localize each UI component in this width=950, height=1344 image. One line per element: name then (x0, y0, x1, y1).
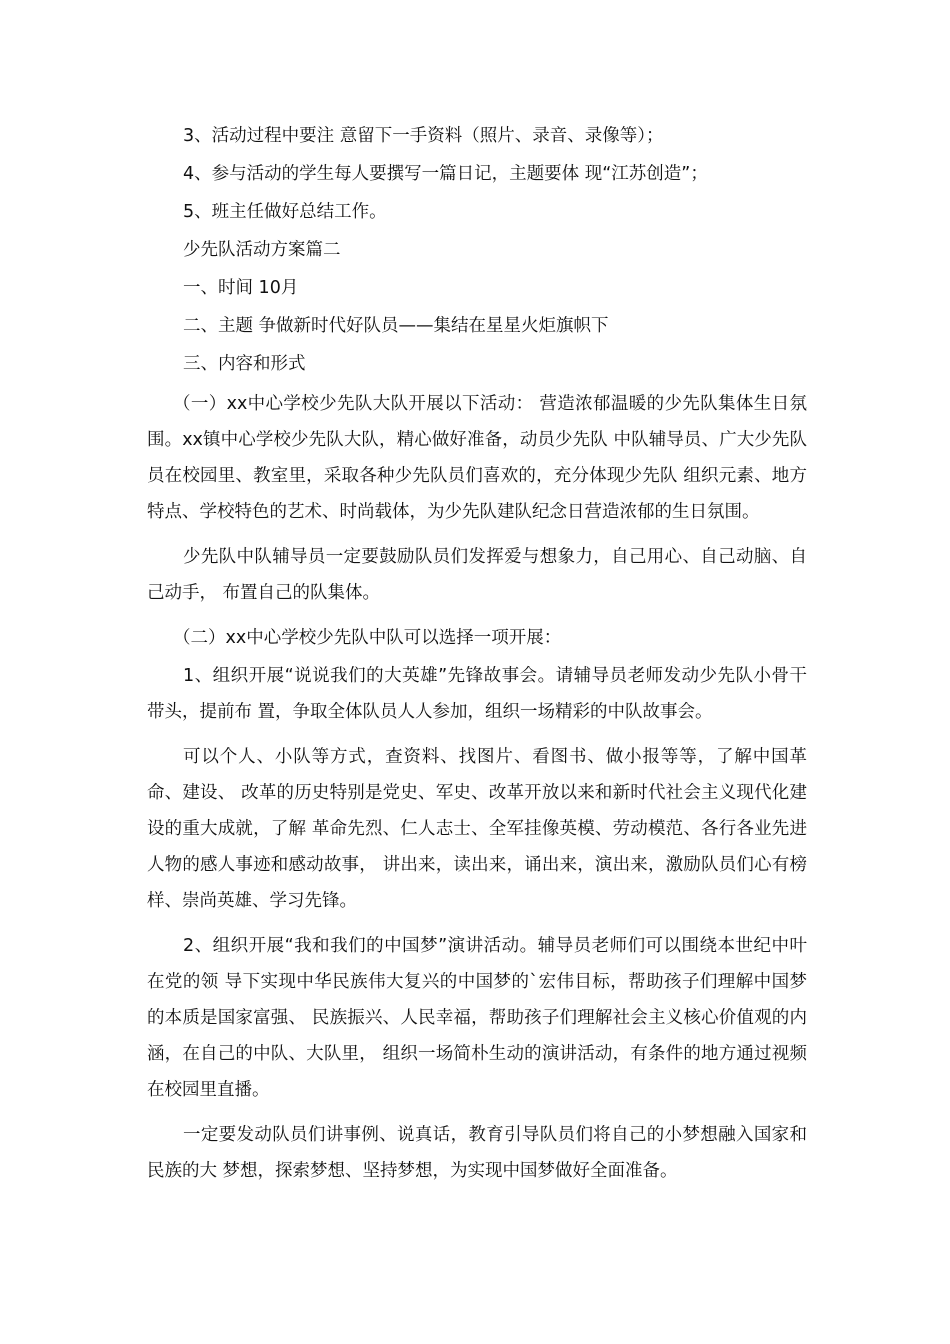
paragraph-item-3: 3、活动过程中要注 意留下一手资料（照片、录音、录像等）； (183, 126, 664, 146)
paragraph-encourage: 一定要发动队员们讲事例、说真话，教育引导队员们将自己的小梦想融入国家和民族的大 梦想，探索梦想、坚持梦想，为实现中国梦做好全面准备。 (147, 1125, 807, 1181)
paragraph-item-5: 5、班主任做好总结工作。 (183, 202, 387, 222)
paragraph-hero-story: 1、组织开展“说说我们的大英雄”先锋故事会。请辅导员老师发动少先队小骨干带头，提前布 置，争取全体队员人人参加，组织一场精彩的中队故事会。 (147, 666, 807, 722)
paragraph-part-two: （二）xx中心学校少先队中队可以选择一项开展： (173, 628, 562, 648)
document-body (147, 120, 807, 1198)
paragraph-item-4: 4、参与活动的学生每人要撰写一篇日记，主题要体 现“江苏创造”； (183, 164, 708, 184)
paragraph-part-one: （一）xx中心学校少先队大队开展以下活动： 营造浓郁温暖的少先队集体生日氛围。xx镇中心学校少先队大队，精心做好准备，动员少先队 中队辅导员、广大少先队员在校园里、教室里，采取各种少先队员们喜欢的，充分体现少先队 组织元素、地方特点、学校特色的艺术、时尚载体，为少先队建队纪念日营造浓郁的生日氛围。 (147, 394, 807, 522)
section-content-form: 三、内容和形式 (183, 354, 306, 374)
paragraph-research: 可以个人、小队等方式，查资料、找图片、看图书、做小报等等，了解中国革命、建设、 改革的历史特别是党史、军史、改革开放以来和新时代社会主义现代化建设的重大成就，了解 革命先烈、仁人志士、全军挂像英模、劳动模范、各行各业先进人物的感人事迹和感动故事， 讲出来，读出来，诵出来，演出来，激励队员们心有榜样、崇尚英雄、学习先锋。 (147, 747, 807, 911)
paragraph-china-dream: 2、组织开展“我和我们的中国梦”演讲活动。辅导员老师们可以围绕本世纪中叶在党的领 导下实现中华民族伟大复兴的中国梦的`宏伟目标，帮助孩子们理解中国梦的本质是国家富强、 民族振兴、人民幸福，帮助孩子们理解社会主义核心价值观的内涵，在自己的中队、大队里， 组织一场简朴生动的演讲活动，有条件的地方通过视频在校园里直播。 (147, 936, 807, 1100)
section-title: 少先队活动方案篇二 (183, 240, 341, 260)
section-time: 一、时间 10月 (183, 278, 299, 298)
section-theme: 二、主题 争做新时代好队员——集结在星星火炬旗帜下 (183, 316, 609, 336)
paragraph-counselor: 少先队中队辅导员一定要鼓励队员们发挥爱与想象力，自己用心、自己动脑、自己动手， 布置自己的队集体。 (147, 547, 807, 603)
